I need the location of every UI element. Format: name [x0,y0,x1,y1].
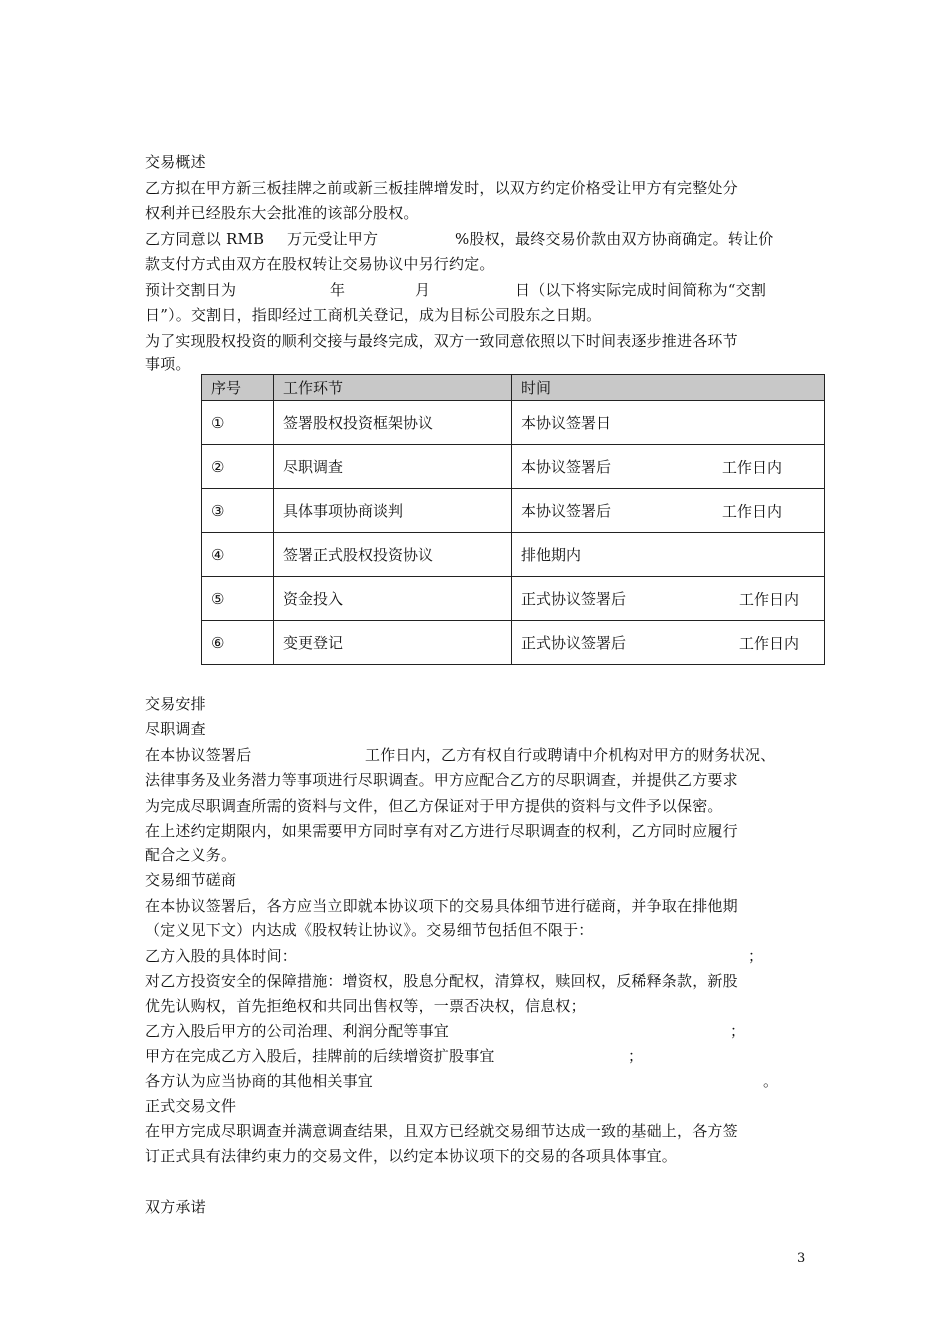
text-segment: 年 [330,281,346,299]
text-segment: 工作日内，乙方有权自行或聘请中介机构对甲方的财务状况、 [365,746,776,764]
time-text: 本协议签署日 [521,414,612,432]
paragraph-line-dd [145,745,825,765]
paragraph-line: 为了实现股权投资的顺利交接与最终完成，双方一致同意依照以下时间表逐步推进各环节 [145,332,738,350]
list-item [145,1071,825,1091]
table-header-row [202,375,825,401]
table-row [202,489,825,533]
subheading-formal-documents: 正式交易文件 [145,1097,237,1115]
row-step: 资金投入 [274,577,512,621]
text-segment: 月 [415,281,431,299]
table-row [202,577,825,621]
time-text: 本协议签署后 [521,458,612,476]
time-text: 正式协议签署后 [521,590,627,608]
column-header-time: 时间 [512,375,825,401]
text-segment: 。 [763,1072,779,1090]
text-segment: 乙方同意以 RMB [145,230,265,248]
row-number: ④ [202,533,274,577]
text-segment: 乙方入股的具体时间： [145,947,298,965]
row-time [512,533,825,577]
row-time [512,577,825,621]
schedule-table [201,374,825,665]
paragraph-line: 权利并已经股东大会批准的该部分股权。 [145,204,419,222]
paragraph-line: 事项。 [145,355,191,373]
table-row [202,621,825,665]
text-segment: ； [748,947,764,965]
paragraph-line: 法律事务及业务潜力等事项进行尽职调查。甲方应配合乙方的尽职调查，并提供乙方要求 [145,771,738,789]
text-segment: 预计交割日为 [145,281,237,299]
time-suffix: 工作日内 [739,634,800,652]
time-suffix: 工作日内 [722,502,783,520]
subheading-due-diligence: 尽职调查 [145,720,206,738]
paragraph-line: 在甲方完成尽职调查并满意调查结果，且双方已经就交易细节达成一致的基础上，各方签 [145,1122,738,1140]
page-number: 3 [797,1251,806,1266]
text-segment: 甲方在完成乙方入股后，挂牌前的后续增资扩股事宜 [145,1047,495,1065]
section-heading-overview: 交易概述 [145,153,206,171]
paragraph-line: 订正式具有法律约束力的交易文件，以约定本协议项下的交易的各项具体事宜。 [145,1147,678,1165]
paragraph-line: 在上述约定期限内，如果需要甲方同时享有对乙方进行尽职调查的权利，乙方同时应履行 [145,822,738,840]
row-number: ① [202,401,274,445]
list-item [145,1046,825,1066]
subheading-detail-negotiation: 交易细节磋商 [145,871,237,889]
text-segment: 万元受让甲方 [287,230,379,248]
row-number: ③ [202,489,274,533]
row-number: ② [202,445,274,489]
section-heading-commitments: 双方承诺 [145,1198,206,1216]
paragraph-line: 乙方拟在甲方新三板挂牌之前或新三板挂牌增发时，以双方约定价格受让甲方有完整处分 [145,179,738,197]
text-segment: 各方认为应当协商的其他相关事宜 [145,1072,374,1090]
row-step: 签署正式股权投资协议 [274,533,512,577]
paragraph-line: 款支付方式由双方在股权转让交易协议中另行约定。 [145,255,495,273]
paragraph-line: 日”）。交割日，指即经过工商机关登记，成为目标公司股东之日期。 [145,306,602,324]
row-time [512,489,825,533]
text-segment: ； [730,1022,746,1040]
column-header-number: 序号 [202,375,274,401]
row-step: 变更登记 [274,621,512,665]
row-time [512,445,825,489]
list-item [145,1021,825,1041]
row-step: 签署股权投资框架协议 [274,401,512,445]
text-segment: %股权，最终交易价款由双方协商确定。转让价 [455,230,774,248]
time-text: 本协议签署后 [521,502,612,520]
row-number: ⑥ [202,621,274,665]
list-item-continued: 优先认购权，首先拒绝权和共同出售权等，一票否决权，信息权； [145,997,586,1015]
paragraph-line: 在本协议签署后，各方应当立即就本协议项下的交易具体细节进行磋商，并争取在排他期 [145,897,738,915]
list-item [145,946,825,966]
paragraph-line: 配合之义务。 [145,846,237,864]
table-row [202,445,825,489]
column-header-step: 工作环节 [274,375,512,401]
section-heading-arrangement: 交易安排 [145,695,206,713]
list-item: 对乙方投资安全的保障措施：增资权，股息分配权，清算权，赎回权，反稀释条款，新股 [145,972,738,990]
paragraph-line-price [145,229,825,249]
table-row [202,401,825,445]
text-segment: ； [628,1047,644,1065]
time-suffix: 工作日内 [739,590,800,608]
time-text: 正式协议签署后 [521,634,627,652]
paragraph-line: 为完成尽职调查所需的资料与文件，但乙方保证对于甲方提供的资料与文件予以保密。 [145,797,723,815]
row-time [512,401,825,445]
paragraph-line-closing-date [145,280,825,300]
time-suffix: 工作日内 [722,458,783,476]
row-step: 具体事项协商谈判 [274,489,512,533]
time-text: 排他期内 [521,546,582,564]
paragraph-line: （定义见下文）内达成《股权转让协议》。交易细节包括但不限于： [145,921,594,939]
row-step: 尽职调查 [274,445,512,489]
text-segment: 日（以下将实际完成时间简称为“交割 [515,281,767,299]
row-number: ⑤ [202,577,274,621]
text-segment: 在本协议签署后 [145,746,252,764]
text-segment: 乙方入股后甲方的公司治理、利润分配等事宜 [145,1022,450,1040]
row-time [512,621,825,665]
table-row [202,533,825,577]
